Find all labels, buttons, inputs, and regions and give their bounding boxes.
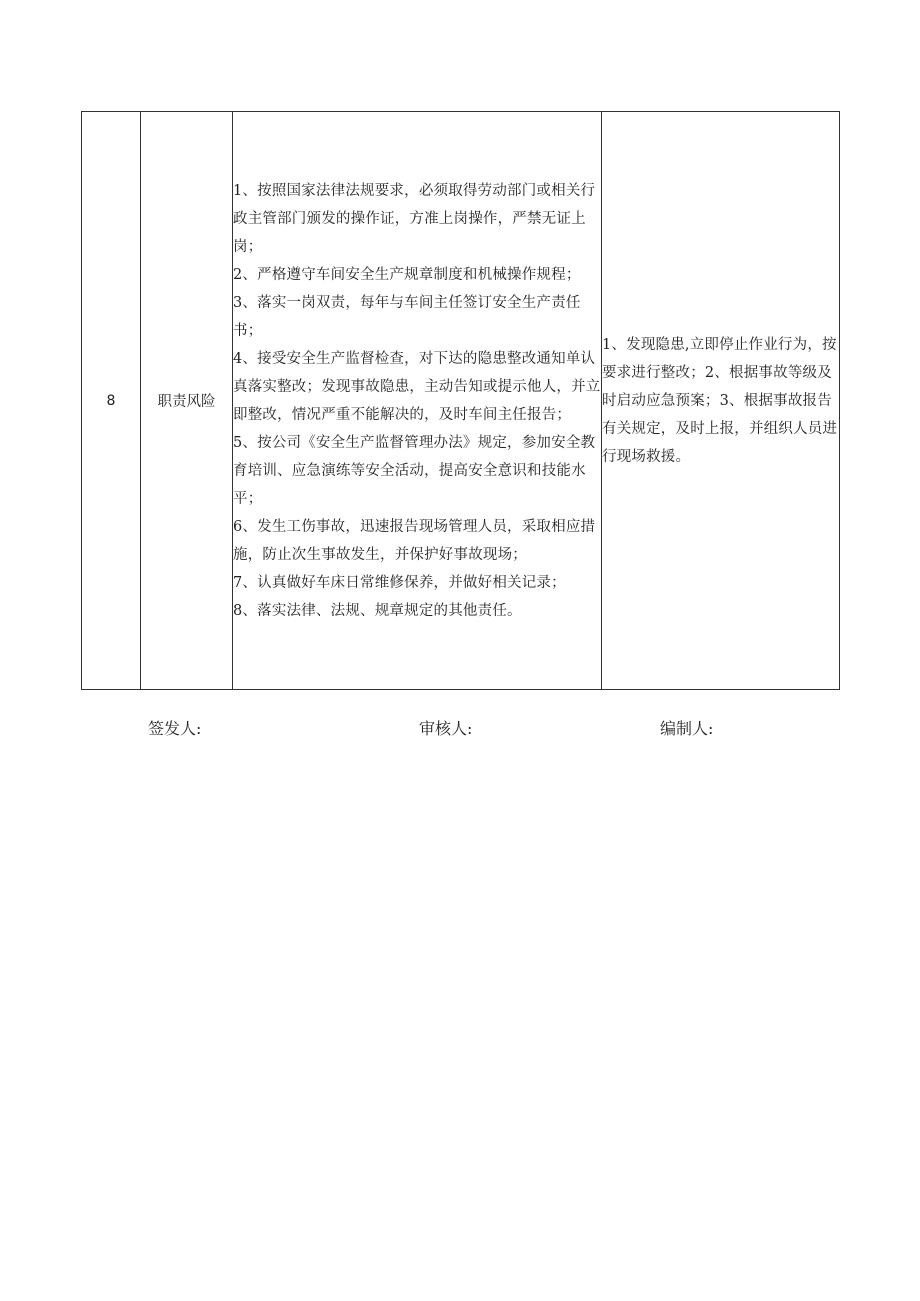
duty-item-3: 3、落实一岗双责，每年与车间主任签订安全生产责任书； [233,294,581,339]
measures-text: 1、发现隐患,立即停止作业行为，按要求进行整改；2、根据事故等级及时启动应急预案；3、根据事故报告有关规定，及时上报，并组织人员进行现场救援。 [602,336,838,465]
duty-item-6: 6、发生工伤事故，迅速报告现场管理人员，采取相应措施，防止次生事故发生，并保护好事故现场； [233,518,596,563]
risk-table [81,111,840,690]
duty-item-5: 5、按公司《安全生产监督管理办法》规定，参加安全教育培训、应急演练等安全活动，提高安全意识和技能水平； [233,434,596,507]
row-number: 8 [82,112,141,690]
issuer-label: 签发人: [148,719,202,738]
compiler-label: 编制人: [660,719,714,738]
duty-item-8: 8、落实法律、法规、规章规定的其他责任。 [233,602,522,619]
duty-list [233,112,602,690]
control-measures [602,112,840,690]
risk-type: 职责风险 [141,112,233,690]
duty-item-1: 1、按照国家法律法规要求，必须取得劳动部门或相关行政主管部门颁发的操作证，方准上岗操作，严禁无证上岗； [233,182,596,255]
reviewer-label: 审核人: [419,719,473,738]
duty-item-2: 2、严格遵守车间安全生产规章制度和机械操作规程； [233,266,581,283]
duty-item-4: 4、接受安全生产监督检查，对下达的隐患整改通知单认真落实整改；发现事故隐患，主动告知或提示他人，并立即整改，情况严重不能解决的，及时车间主任报告； [233,350,601,423]
duty-item-7: 7、认真做好车床日常维修保养，并做好相关记录； [233,574,566,591]
signature-row [0,716,920,740]
table-row [82,112,840,690]
